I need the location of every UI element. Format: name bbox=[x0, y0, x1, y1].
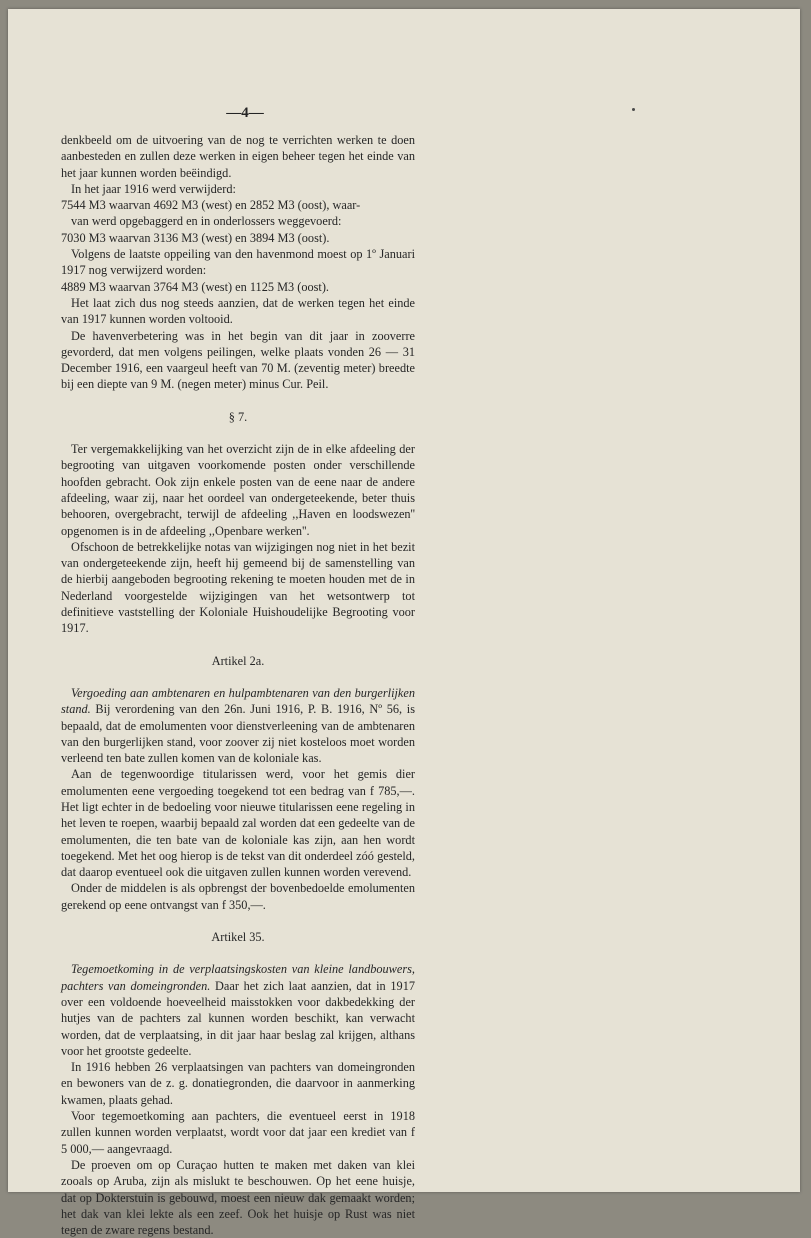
article-lead-italic: Tegemoetkoming in de verplaatsingskosten van kleine landbouwers, pachters van domeingronden. bbox=[61, 962, 415, 993]
article-heading: Artikel 35. bbox=[211, 930, 265, 945]
paragraph-text: Daar het zich laat aanzien, dat in 1917 over een voldoende hoeveelheid maisstokken voor dakbedekking der hutjes van de pachters zal kunnen worden beschikt, kan verwacht worden, dat de verplaatsing, in dit jaar haar beslag zal krijgen, althans voor het grootste gedeelte. bbox=[61, 978, 415, 1058]
section-heading: § 7. bbox=[228, 409, 248, 424]
paragraph: Het laat zich dus nog steeds aanzien, dat de werken tegen het einde van 1917 kunnen worden voltooid. bbox=[61, 295, 415, 327]
paragraph: denkbeeld om de uitvoering van de nog te verrichten werken te doen aanbesteden en zullen deze werken in eigen beheer tegen het einde van het jaar kunnen worden beëindigd. bbox=[61, 133, 415, 180]
paragraph: In het jaar 1916 werd verwijderd: bbox=[71, 181, 236, 196]
paragraph: Voor tegemoetkoming aan pachters, die eventueel eerst in 1918 zullen kunnen worden verplaatst, wordt voor dat jaar een krediet van f 5 000,— aangevraagd. bbox=[61, 1109, 415, 1156]
paragraph bbox=[61, 685, 415, 766]
paragraph: 4889 M3 waarvan 3764 M3 (west) en 1125 M3 (oost). bbox=[61, 279, 329, 294]
paragraph: Ter vergemakkelijking van het overzicht zijn de in elke afdeeling der begrooting van uitgaven voorkomende posten onder verschillende hoofden gebracht. Ook zijn enkele posten van de eene naar de andere afdeeling, waar zij, naar het oordeel van ondergeteekende, beter thuis behooren, overgebracht, terwijl de afdeeling ,,Haven en loodswezen'' opgenomen is in de afdeeling ,,Openbare werken''. bbox=[61, 442, 415, 538]
paragraph: De havenverbetering was in het begin van dit jaar in zooverre gevorderd, dat men volgens peilingen, welke plaats vonden 26 — 31 December 1916, een vaargeul heeft van 70 M. (zeventig meter) breedte bij een diepte van 9 M. (negen meter) minus Cur. Peil. bbox=[61, 328, 415, 392]
paragraph: Ofschoon de betrekkelijke notas van wijzigingen nog niet in het bezit van ondergeteekende zijn, heeft hij gemeend bij de samenstelling van de hierbij aangeboden begrooting rekening te moeten houden met de in Nederland voorgestelde wijzigingen van het wetsontwerp tot definitieve vaststelling der Koloniale Huishoudelijke Begrooting voor 1917. bbox=[61, 539, 415, 636]
paragraph: Aan de tegenwoordige titularissen werd, voor het gemis dier emolumenten eene vergoeding toegekend tot een bedrag van f 785,—. Het ligt echter in de bedoeling voor nieuwe titularissen eene regeling in het leven te roepen, waarbij bepaald zal worden dat een gedeelte van de emolumenten, die ten bate van de koloniale kas zijn, aan hen wordt toegekend. Met het oog hierop is de tekst van dit onderdeel zóó gesteld, dat daarop eventueel ook die uitgaven zullen kunnen worden verevend. bbox=[61, 767, 415, 880]
paragraph bbox=[61, 961, 415, 1059]
paragraph: 7544 M3 waarvan 4692 M3 (west) en 2852 M3 (oost), waar- bbox=[61, 198, 361, 213]
paragraph-text: Bij verordening van den 26n. Juni 1916, P. B. 1916, Nº 56, is bepaald, dat de emolumenten voor dienstverleening van de ambtenaren van den burgerlijken stand, voor zoover zij niet kosteloos moet worden verleend ten bate zullen komen van de koloniale kas. bbox=[61, 702, 415, 766]
paragraph: Onder de middelen is als opbrengst der bovenbedoelde emolumenten gerekend op eene ontvangst van f 350,—. bbox=[61, 881, 415, 912]
document-page bbox=[8, 9, 800, 1238]
paragraph: 7030 M3 waarvan 3136 M3 (west) en 3894 M3 (oost). bbox=[61, 230, 330, 245]
paragraph: De proeven om op Curaçao hutten te maken met daken van klei zooals op Aruba, zijn als mislukt te beschouwen. Op het eene huisje, dat op Dokterstuin is gebouwd, moest een nieuw dak gemaakt worden; het dak van klei lekte als een zeef. Ook het huisje op Rust was niet tegen de zware regens bestand. bbox=[61, 1157, 415, 1238]
paragraph: In 1916 hebben 26 verplaatsingen van pachters van domeingronden en bewoners van de z. g. donatiegronden, die daarvoor in aanmerking kwamen, plaats gehad. bbox=[61, 1060, 415, 1107]
paragraph: Volgens de laatste oppeiling van den havenmond moest op 1º Januari 1917 nog verwijzerd worden: bbox=[61, 247, 415, 278]
speck-mark bbox=[632, 108, 635, 111]
page-number: —4— bbox=[226, 105, 264, 121]
body-column bbox=[61, 132, 415, 1238]
paragraph: van werd opgebaggerd en in onderlossers weggevoerd: bbox=[71, 214, 342, 229]
article-lead-italic: Vergoeding aan ambtenaren en hulpambtenaren van den burgerlijken stand. bbox=[61, 685, 415, 717]
article-heading: Artikel 2a. bbox=[211, 653, 265, 668]
